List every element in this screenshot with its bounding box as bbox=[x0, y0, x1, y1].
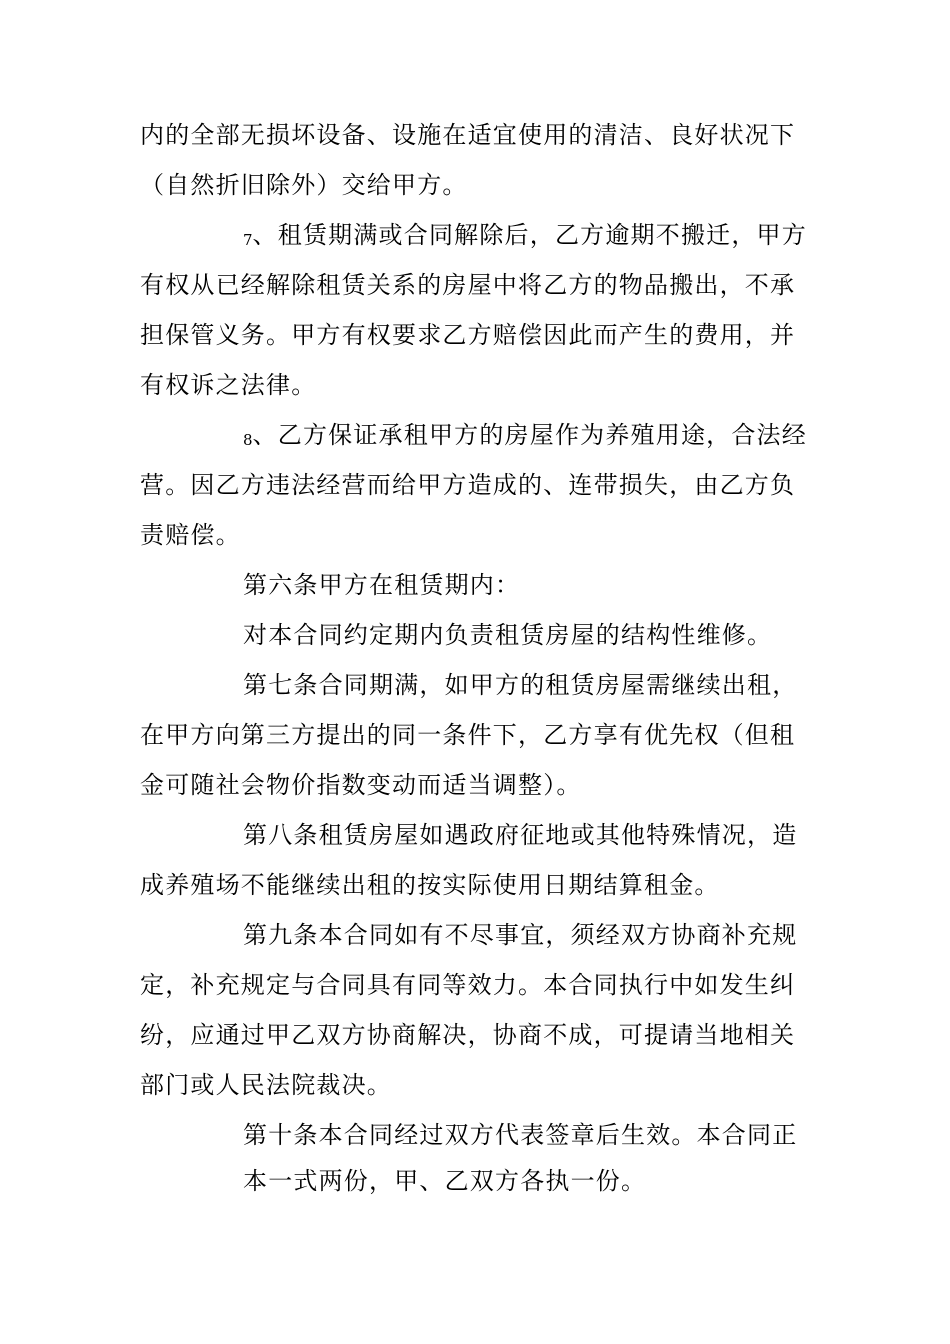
text-line: 有权从已经解除租赁关系的房屋中将乙方的物品搬出，不承 bbox=[140, 271, 796, 299]
article-7-line: 第七条合同期满，如甲方的租赁房屋需继续出租， bbox=[243, 671, 798, 699]
text-line: 纷，应通过甲乙双方协商解决，协商不成，可提请当地相关 bbox=[140, 1021, 796, 1049]
text-line: 责赔偿。 bbox=[140, 521, 241, 549]
text-line: 金可随社会物价指数变动而适当调整）。 bbox=[140, 771, 582, 799]
clause-number: 8 bbox=[243, 431, 253, 449]
article-6-heading: 第六条甲方在租赁期内： bbox=[243, 571, 521, 599]
text-line: （自然折旧除外）交给甲方。 bbox=[140, 171, 468, 199]
text-line: 营。因乙方违法经营而给甲方造成的、连带损失，由乙方负 bbox=[140, 471, 796, 499]
article-9-line: 第九条本合同如有不尽事宜，须经双方协商补充规 bbox=[243, 921, 798, 949]
article-10-line: 第十条本合同经过双方代表签章后生效。本合同正 bbox=[243, 1121, 798, 1149]
text-line: 部门或人民法院裁决。 bbox=[140, 1071, 392, 1099]
text-line: 定，补充规定与合同具有同等效力。本合同执行中如发生纠 bbox=[140, 971, 796, 999]
clause-number: 7 bbox=[243, 231, 253, 249]
text-line: 成养殖场不能继续出租的按实际使用日期结算租金。 bbox=[140, 871, 720, 899]
text-line: 、租赁期满或合同解除后，乙方逾期不搬迁，甲方 bbox=[252, 221, 807, 249]
text-line: 有权诉之法律。 bbox=[140, 371, 317, 399]
clause-7-line bbox=[243, 217, 807, 253]
article-8-line: 第八条租赁房屋如遇政府征地或其他特殊情况，造 bbox=[243, 821, 798, 849]
text-line: 担保管义务。甲方有权要求乙方赔偿因此而产生的费用，并 bbox=[140, 321, 796, 349]
text-line: 内的全部无损坏设备、设施在适宜使用的清洁、良好状况下 bbox=[140, 121, 796, 149]
text-line: 本一式两份，甲、乙双方各执一份。 bbox=[243, 1167, 647, 1195]
text-line: 、乙方保证承租甲方的房屋作为养殖用途，合法经 bbox=[252, 421, 807, 449]
text-line: 在甲方向第三方提出的同一条件下，乙方享有优先权（但租 bbox=[140, 721, 796, 749]
text-line: 对本合同约定期内负责租赁房屋的结构性维修。 bbox=[243, 621, 773, 649]
clause-8-line bbox=[243, 417, 807, 453]
